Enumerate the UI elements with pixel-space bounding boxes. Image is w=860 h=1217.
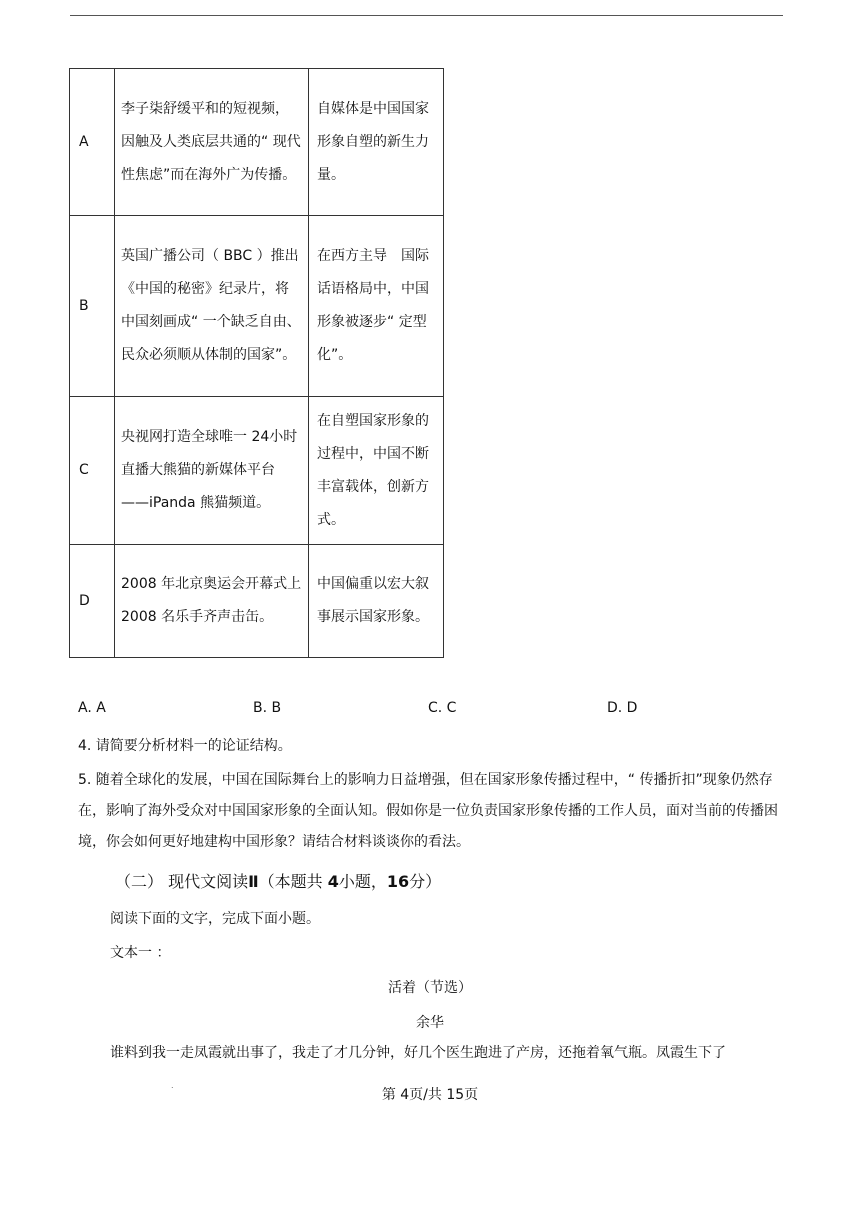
answer-choices (0, 700, 860, 722)
instruction: 阅读下面的文字，完成下面小题。 (110, 911, 320, 927)
option-letter: C (70, 397, 115, 545)
section-title: （二） 现代文阅读Ⅱ（本题共 4小题，16分） (115, 872, 442, 891)
table-row (70, 69, 444, 216)
option-conclusion: 自媒体是中国国家形象自塑的新生力量。 (309, 69, 444, 216)
passage-author: 余华 (416, 1015, 444, 1031)
header-rule (70, 15, 783, 16)
text-label: 文本一 ： (110, 945, 171, 961)
choice-d[interactable]: D. D (607, 700, 638, 716)
question-4: 4. 请简要分析材料一的论证结构。 (78, 738, 292, 754)
stray-dot: . (171, 1081, 174, 1090)
option-conclusion: 中国偏重以宏大叙事展示国家形象。 (309, 545, 444, 658)
option-conclusion: 在自塑国家形象的过程中，中国不断丰富载体，创新方式。 (309, 397, 444, 545)
option-letter: A (70, 69, 115, 216)
option-example: 英国广播公司（ BBC ）推出《中国的秘密》纪录片，将中国刻画成“ 一个缺乏自由、民众必须顺从体制的国家”。 (115, 216, 309, 397)
option-letter: D (70, 545, 115, 658)
table-row (70, 216, 444, 397)
option-example: 李子柒舒缓平和的短视频，因触及人类底层共通的“ 现代性焦虑”而在海外广为传播。 (115, 69, 309, 216)
choice-a[interactable]: A. A (78, 700, 106, 716)
choice-c[interactable]: C. C (428, 700, 457, 716)
options-table (69, 68, 444, 658)
option-example: 央视网打造全球唯一 24小时直播大熊猫的新媒体平台——iPanda 熊猫频道。 (115, 397, 309, 545)
option-letter: B (70, 216, 115, 397)
passage-title: 活着（节选） (388, 980, 472, 996)
table-row (70, 397, 444, 545)
page-footer: 第 4页/共 15页 (381, 1087, 479, 1103)
question-5: 5. 随着全球化的发展，中国在国际舞台上的影响力日益增强，但在国家形象传播过程中，“ 传播折扣”现象仍然存在，影响了海外受众对中国国家形象的全面认知。假如你是一位负责国家形象传播的工作人员，面对当前的传播困境，你会如何更好地建构中国形象？请结合材料谈谈你的看法。 (78, 772, 778, 850)
table-row (70, 545, 444, 658)
option-example: 2008 年北京奥运会开幕式上 2008 名乐手齐声击缶。 (115, 545, 309, 658)
option-conclusion: 在西方主导 国际话语格局中，中国形象被逐步“ 定型化”。 (309, 216, 444, 397)
choice-b[interactable]: B. B (253, 700, 282, 716)
passage-line: 谁料到我一走凤霞就出事了，我走了才几分钟，好几个医生跑进了产房，还拖着氧气瓶。凤霞生下了 (110, 1045, 726, 1061)
